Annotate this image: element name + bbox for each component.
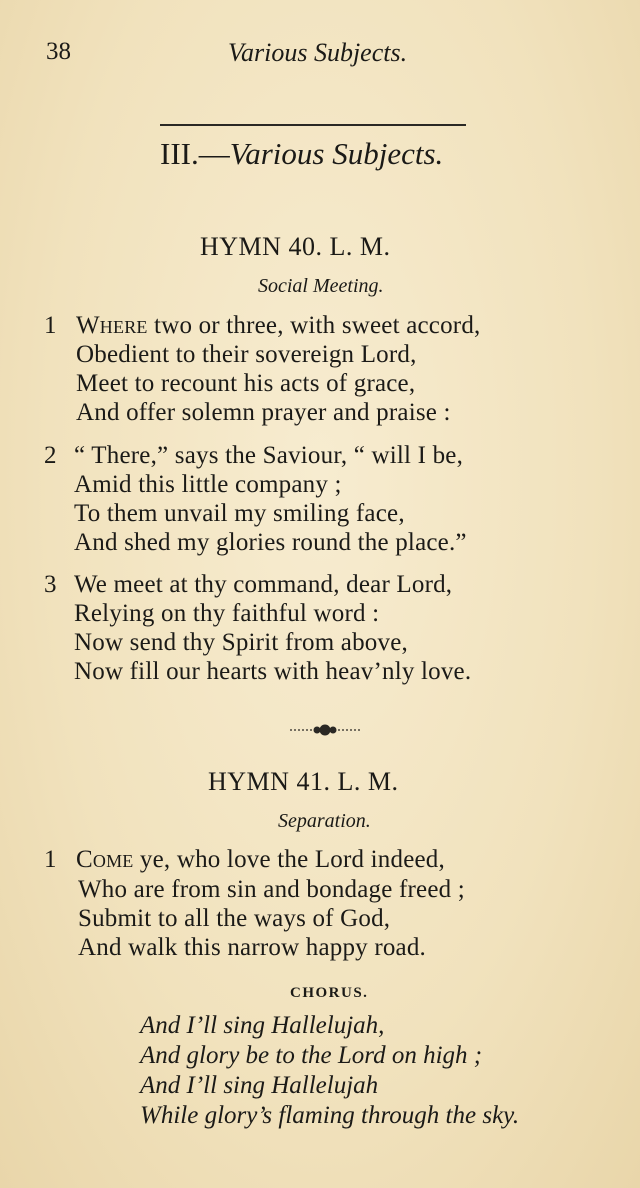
verse-line: And walk this narrow happy road. [78, 934, 426, 961]
verse-line: Amid this little company ; [74, 471, 342, 498]
verse-first-line-rest: ye, who love the Lord indeed, [133, 846, 445, 873]
verse-line: To them unvail my smiling face, [74, 500, 405, 527]
verse-line [76, 312, 480, 340]
verse-line [76, 846, 445, 874]
section-heading [160, 136, 443, 172]
section-rule [160, 124, 466, 126]
verse-line: “ There,” says the Saviour, “ will I be, [74, 442, 464, 469]
verse-line: And offer solemn prayer and praise : [76, 399, 451, 426]
verse-line: Meet to recount his acts of grace, [76, 370, 416, 397]
verse-first-word: Where [76, 312, 148, 339]
chorus-line: And glory be to the Lord on high ; [140, 1042, 483, 1069]
verse-line: Submit to all the ways of God, [78, 905, 391, 932]
verse-line: Now fill our hearts with heav’nly love. [74, 658, 472, 685]
chorus-line: While glory’s flaming through the sky. [140, 1102, 520, 1129]
hymn-41-title: HYMN 41. L. M. [208, 767, 399, 796]
verse-line: Obedient to their sovereign Lord, [76, 341, 417, 368]
hymn-40-subtitle: Social Meeting. [258, 275, 384, 297]
section-title: Various Subjects. [229, 136, 444, 171]
page-number: 38 [46, 38, 71, 65]
verse-line: Who are from sin and bondage freed ; [78, 876, 465, 903]
verse-first-line-rest: two or three, with sweet accord, [147, 312, 481, 339]
chorus-heading: CHORUS. [290, 985, 369, 1001]
verse-number: 3 [44, 571, 57, 598]
chorus-line: And I’ll sing Hallelujah, [140, 1012, 385, 1039]
verse-first-word: Come [76, 846, 134, 873]
ornament-divider-icon [288, 722, 362, 738]
hymn-41-subtitle: Separation. [278, 810, 371, 832]
hymn-40-title: HYMN 40. L. M. [200, 232, 391, 261]
verse-line: Relying on thy faithful word : [74, 600, 380, 627]
verse-line: Now send thy Spirit from above, [74, 629, 408, 656]
section-numeral: III.— [160, 136, 230, 171]
verse-line: We meet at thy command, dear Lord, [74, 571, 453, 598]
verse-number: 1 [44, 312, 57, 339]
chorus-line: And I’ll sing Hallelujah [140, 1072, 379, 1099]
verse-number: 2 [44, 442, 57, 469]
verse-line: And shed my glories round the place.” [74, 529, 467, 556]
running-title: Various Subjects. [228, 38, 408, 67]
verse-number: 1 [44, 846, 57, 873]
